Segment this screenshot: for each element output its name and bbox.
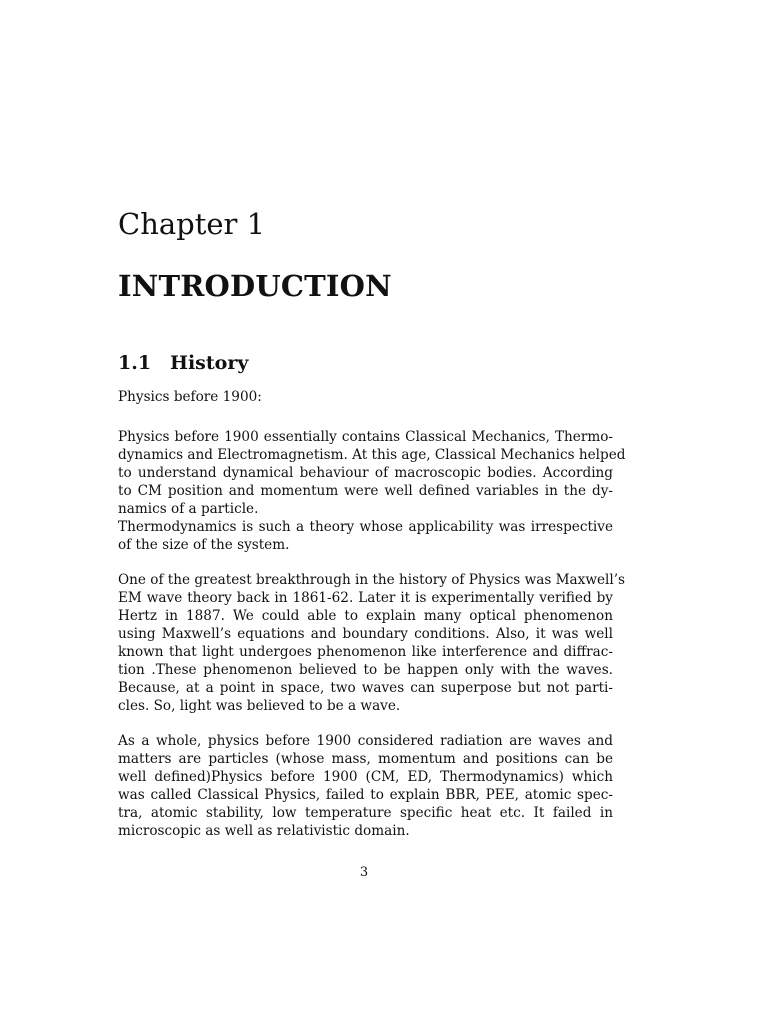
paragraph-line: tion .These phenomenon believed to be happen only with the waves. bbox=[118, 662, 613, 678]
intro-line bbox=[118, 388, 613, 406]
paragraph-maxwell-theory bbox=[118, 571, 626, 715]
paragraph-summary bbox=[118, 732, 613, 840]
paragraph-line: of the size of the system. bbox=[118, 537, 290, 553]
paragraph-line: As a whole, physics before 1900 considered radiation are waves and bbox=[118, 733, 613, 749]
paragraph-line: to CM position and momentum were well defined variables in the dy- bbox=[118, 483, 613, 499]
paragraph-line: tra, atomic stability, low temperature specific heat etc. It failed in bbox=[118, 805, 613, 821]
paragraph-classical-physics bbox=[118, 428, 626, 554]
paragraph-line: was called Classical Physics, failed to explain BBR, PEE, atomic spec- bbox=[118, 787, 613, 803]
paragraph-line: matters are particles (whose mass, momentum and positions can be bbox=[118, 751, 613, 767]
paragraph-line: Thermodynamics is such a theory whose applicability was irrespective bbox=[118, 519, 613, 535]
paragraph-line: Hertz in 1887. We could able to explain many optical phenomenon bbox=[118, 608, 613, 624]
page-number: 3 bbox=[359, 865, 369, 880]
paragraph-line: to understand dynamical behaviour of macroscopic bodies. According bbox=[118, 465, 613, 481]
paragraph-line: dynamics and Electromagnetism. At this age, Classical Mechanics helped bbox=[118, 447, 626, 463]
paragraph-line: EM wave theory back in 1861-62. Later it is experimentally verified by bbox=[118, 590, 613, 606]
paragraph-line: Physics before 1900 essentially contains Classical Mechanics, Thermo- bbox=[118, 429, 613, 445]
paragraph-line: well defined)Physics before 1900 (CM, ED, Thermodynamics) which bbox=[118, 769, 613, 785]
chapter-title: INTRODUCTION bbox=[118, 269, 392, 303]
section-heading bbox=[118, 348, 248, 378]
intro-text: Physics before 1900: bbox=[118, 389, 262, 405]
paragraph-line: using Maxwell’s equations and boundary conditions. Also, it was well bbox=[118, 626, 613, 642]
paragraph-line: known that light undergoes phenomenon like interference and diffrac- bbox=[118, 644, 613, 660]
section-number: 1.1 bbox=[118, 352, 152, 374]
paragraph-line: Because, at a point in space, two waves can superpose but not parti- bbox=[118, 680, 613, 696]
section-title: History bbox=[170, 352, 249, 374]
paragraph-line: One of the greatest breakthrough in the history of Physics was Maxwell’s bbox=[118, 572, 626, 588]
paragraph-line: microscopic as well as relativistic domain. bbox=[118, 823, 410, 839]
paragraph-line: namics of a particle. bbox=[118, 501, 259, 517]
paragraph-line: cles. So, light was believed to be a wave. bbox=[118, 698, 401, 714]
chapter-label: Chapter 1 bbox=[118, 207, 266, 241]
